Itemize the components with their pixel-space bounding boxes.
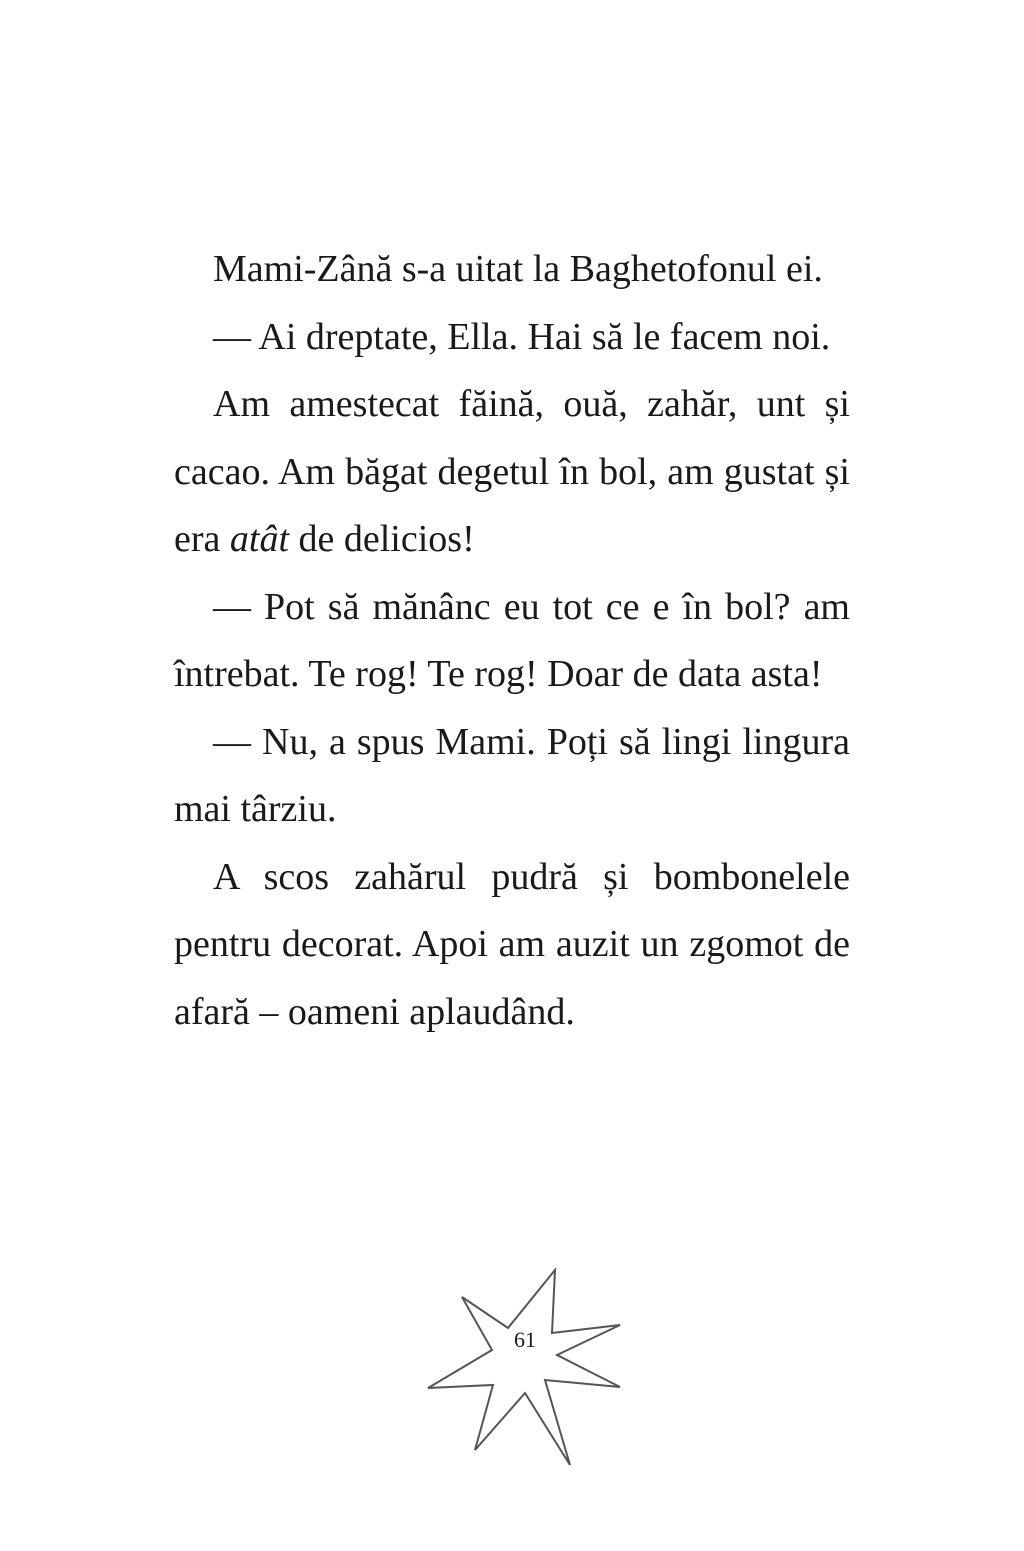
paragraph-1-text: Mami-Zână s-a uitat la Baghetofonul ei. xyxy=(213,248,823,290)
paragraph-6-text: A scos zahărul pudră și bombonelele pentru decorat. Apoi am auzit un zgomot de afară – oameni aplaudând. xyxy=(174,855,850,1033)
paragraph-4-text: — Pot să mănânc eu tot ce e în bol? am întrebat. Te rog! Te rog! Doar de data asta! xyxy=(174,585,850,695)
paragraph-4 xyxy=(174,574,850,709)
paragraph-2-text: — Ai dreptate, Ella. Hai să le facem noi. xyxy=(213,315,831,358)
paragraph-3-text-b: de delicios! xyxy=(289,518,475,560)
paragraph-1 xyxy=(174,236,850,304)
paragraph-6 xyxy=(174,844,850,1047)
page-number: 61 xyxy=(514,1327,536,1352)
paragraph-3-emphasis: atât xyxy=(229,518,290,560)
paragraph-3-text-a: Am amestecat făină, ouă, zahăr, unt și cacao. Am băgat degetul în bol, am gustat și era xyxy=(174,383,850,560)
paragraph-2 xyxy=(174,304,850,372)
page-number-ornament xyxy=(420,1265,630,1475)
paragraph-3 xyxy=(174,371,850,574)
paragraph-5-text: — Nu, a spus Mami. Poți să lingi lingura mai târziu. xyxy=(174,720,850,830)
body-text xyxy=(174,236,850,1046)
paragraph-5 xyxy=(174,709,850,844)
